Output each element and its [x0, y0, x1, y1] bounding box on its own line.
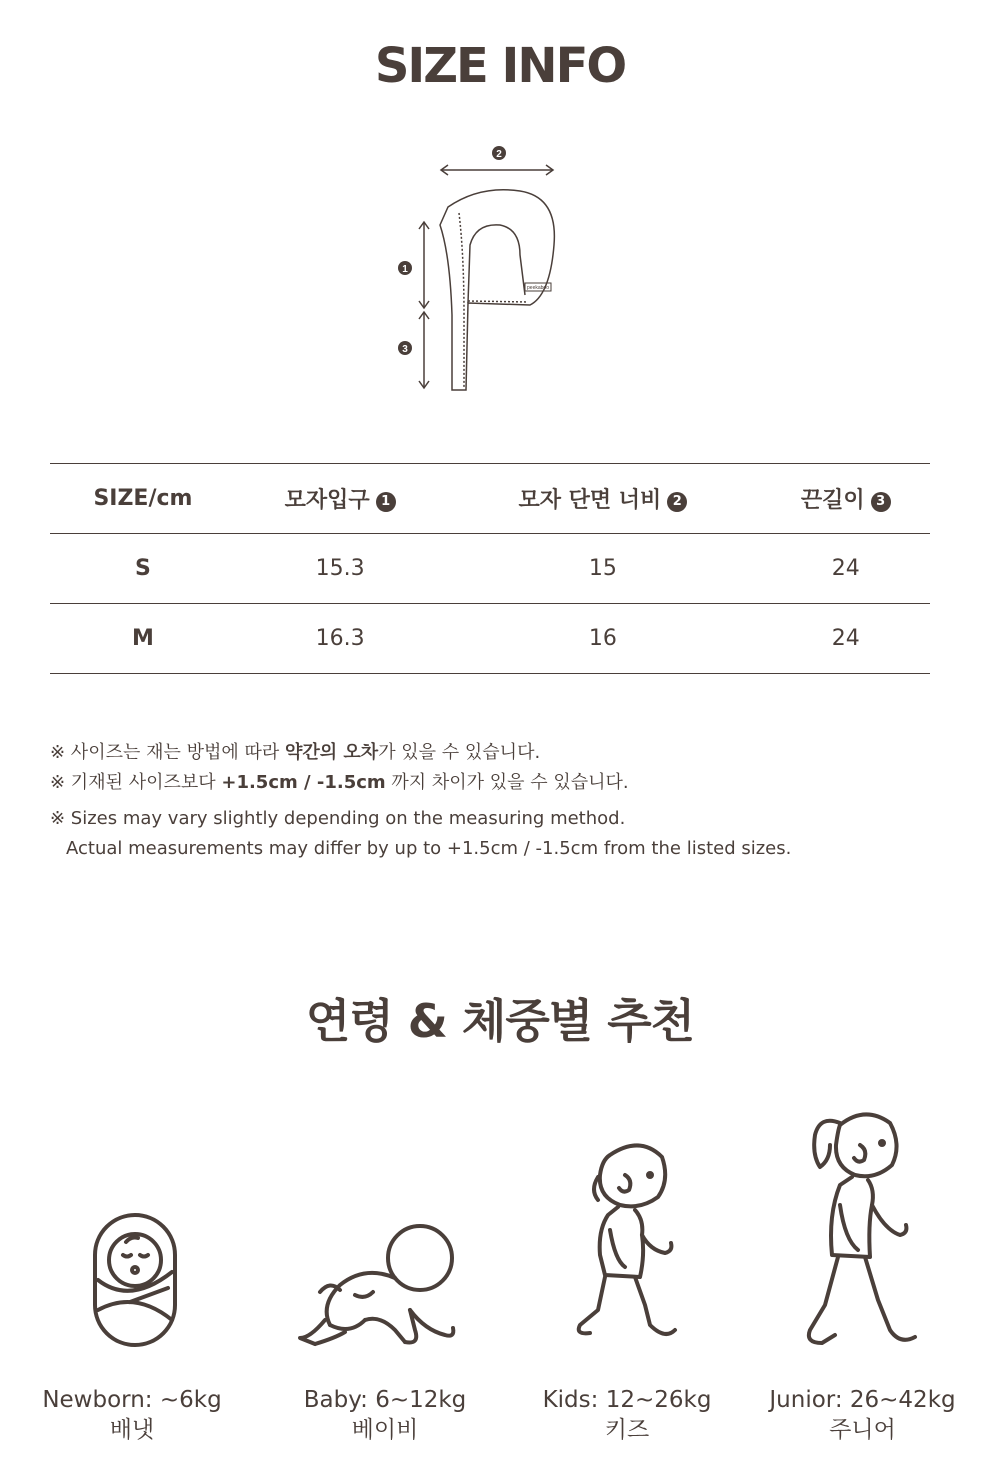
table-header-row	[50, 464, 930, 534]
note-ko-2: ※ 기재된 사이즈보다 +1.5cm / -1.5cm 까지 차이가 있을 수 있습니다.	[50, 772, 629, 793]
cell: 24	[761, 604, 930, 674]
marker-1: 1	[402, 264, 408, 275]
row-size: M	[50, 604, 236, 674]
cell: 15.3	[236, 534, 444, 604]
note-en-1: ※ Sizes may vary slightly depending on the measuring method.	[50, 808, 626, 829]
cell: 15	[444, 534, 761, 604]
age-label-newborn: Newborn: ~6kg 배냇	[42, 1387, 222, 1443]
note-en-2: Actual measurements may differ by up to +1.5cm / -1.5cm from the listed sizes.	[66, 838, 792, 859]
header-size: SIZE/cm	[50, 464, 236, 534]
marker-3: 3	[402, 344, 408, 355]
note-ko-1: ※ 사이즈는 재는 방법에 따라 약간의 오차가 있을 수 있습니다.	[50, 742, 541, 763]
table-row	[50, 534, 930, 604]
crawling-baby-icon	[295, 1220, 465, 1350]
width-arrow	[441, 165, 553, 175]
header-opening: 모자입구 1	[236, 464, 444, 534]
size-table	[50, 463, 930, 674]
hat-measurement-diagram	[380, 135, 580, 400]
cell: 16	[444, 604, 761, 674]
row-size: S	[50, 534, 236, 604]
opening-arrow	[419, 222, 429, 308]
marker-2: 2	[496, 149, 502, 160]
page-title: SIZE INFO	[374, 38, 626, 94]
cell: 16.3	[236, 604, 444, 674]
recommendation-title: 연령 & 체중별 추천	[305, 994, 695, 1048]
age-label-baby: Baby: 6~12kg 베이비	[303, 1387, 467, 1443]
age-label-junior: Junior: 26~42kg 주니어	[769, 1387, 956, 1443]
header-strap: 끈길이 3	[761, 464, 930, 534]
header-width: 모자 단면 너비 2	[444, 464, 761, 534]
badge-1: 1	[376, 492, 396, 512]
cell: 24	[761, 534, 930, 604]
badge-2: 2	[667, 492, 687, 512]
age-label-kids: Kids: 12~26kg 키즈	[542, 1387, 712, 1443]
hat-tag-text: peekaboo	[527, 285, 549, 291]
swaddled-baby-icon	[90, 1210, 180, 1350]
table-row	[50, 604, 930, 674]
badge-3: 3	[871, 492, 891, 512]
walking-junior-icon	[800, 1105, 925, 1360]
walking-kid-icon	[570, 1135, 690, 1355]
strap-arrow	[419, 312, 429, 388]
